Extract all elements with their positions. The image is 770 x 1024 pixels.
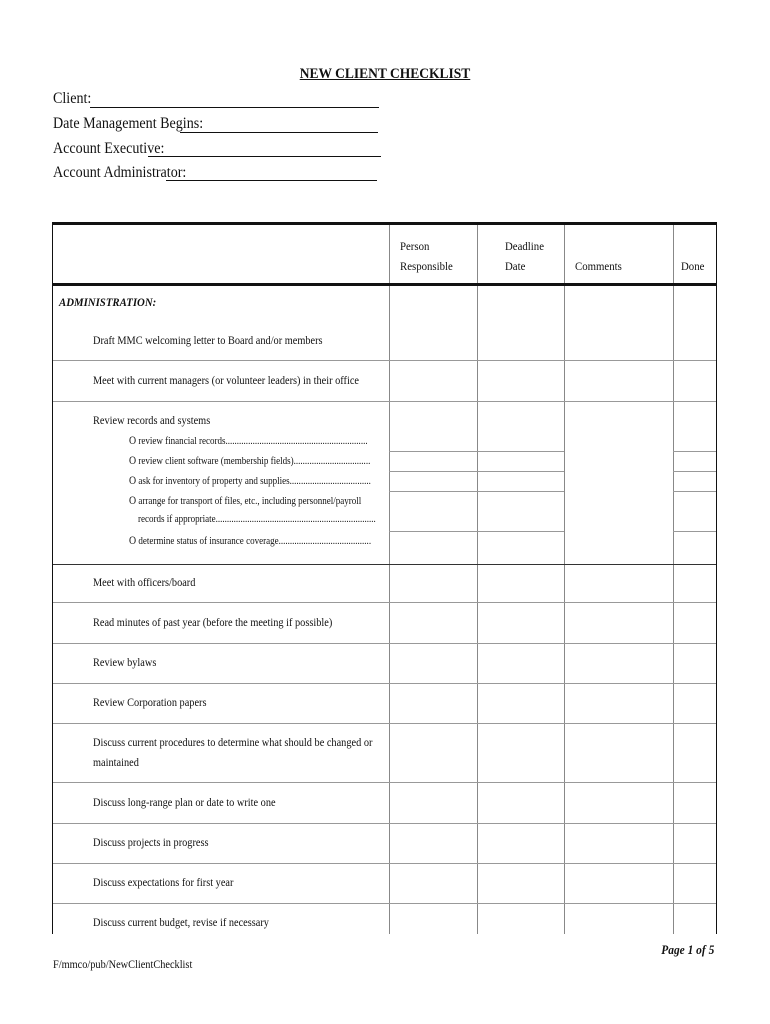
col-divider xyxy=(673,225,674,934)
row-draft-letter: Draft MMC welcoming letter to Board and/or members xyxy=(93,333,323,347)
checklist-table xyxy=(52,222,717,934)
date-management-begins-underline[interactable] xyxy=(180,132,378,133)
row-review-bylaws: Review bylaws xyxy=(93,655,157,669)
bullet-icon: O xyxy=(129,473,137,487)
header-divider xyxy=(53,283,716,286)
file-path: F/mmco/pub/NewClientChecklist xyxy=(53,957,193,971)
section-administration: ADMINISTRATION: xyxy=(59,295,157,309)
bullet-icon: O xyxy=(129,453,137,467)
subitem-transport xyxy=(129,493,361,508)
row-expectations: Discuss expectations for first year xyxy=(93,875,234,889)
bullet-icon: O xyxy=(129,433,137,447)
bullet-icon: O xyxy=(129,493,137,507)
sub-divider xyxy=(389,531,564,532)
subitem-label: ask for inventory of property and supplies.................................... xyxy=(138,475,371,487)
row-divider xyxy=(53,564,716,565)
account-executive-underline[interactable] xyxy=(148,156,381,157)
header-person-2: Responsible xyxy=(400,259,453,273)
row-discuss-procedures: Discuss current procedures to determine what should be changed or xyxy=(93,735,373,749)
account-administrator-underline[interactable] xyxy=(166,180,377,181)
row-long-range-plan: Discuss long-range plan or date to write one xyxy=(93,795,276,809)
row-divider xyxy=(53,863,716,864)
row-projects: Discuss projects in progress xyxy=(93,835,209,849)
sub-divider xyxy=(673,471,716,472)
page-number: Page 1 of 5 xyxy=(660,942,714,957)
subitem-label: review client software (membership fields).................................. xyxy=(138,455,371,467)
sub-divider xyxy=(673,531,716,532)
sub-divider xyxy=(389,451,564,452)
sub-divider xyxy=(389,491,564,492)
date-management-begins-label: Date Management Begins: xyxy=(53,115,204,132)
row-review-records: Review records and systems xyxy=(93,413,211,427)
bullet-icon: O xyxy=(129,533,137,547)
col-divider xyxy=(564,225,565,934)
page-title: NEW CLIENT CHECKLIST xyxy=(299,66,471,82)
row-divider xyxy=(53,782,716,783)
header-done: Done xyxy=(681,259,705,273)
account-executive-label: Account Executive: xyxy=(53,140,165,157)
row-divider xyxy=(53,723,716,724)
header-comments: Comments xyxy=(575,259,622,273)
subitem-financial xyxy=(129,433,368,448)
subitem-inventory xyxy=(129,473,371,488)
row-corporation-papers: Review Corporation papers xyxy=(93,695,207,709)
row-divider xyxy=(53,823,716,824)
client-label: Client: xyxy=(53,90,92,107)
client-underline[interactable] xyxy=(90,107,379,108)
subitem-label: determine status of insurance coverage......................................... xyxy=(138,535,372,547)
subitem-label: arrange for transport of files, etc., including personnel/payroll xyxy=(138,495,362,507)
row-divider xyxy=(53,683,716,684)
row-meet-managers: Meet with current managers (or volunteer leaders) in their office xyxy=(93,373,360,387)
sub-divider xyxy=(673,451,716,452)
sub-divider xyxy=(389,471,564,472)
row-divider xyxy=(53,903,716,904)
row-divider xyxy=(53,643,716,644)
header-person-1: Person xyxy=(400,239,430,253)
subitem-label: review financial records............................................................... xyxy=(138,435,368,447)
subitem-transport-cont: records if appropriate....................................................................... xyxy=(138,513,376,525)
row-divider xyxy=(53,401,716,402)
row-budget: Discuss current budget, revise if necessary xyxy=(93,915,269,929)
col-divider xyxy=(477,225,478,934)
row-divider xyxy=(53,602,716,603)
row-divider xyxy=(53,360,716,361)
col-divider xyxy=(389,225,390,934)
row-read-minutes: Read minutes of past year (before the meeting if possible) xyxy=(93,615,333,629)
header-deadline-1: Deadline xyxy=(505,239,544,253)
subitem-insurance xyxy=(129,533,371,548)
row-discuss-procedures-cont: maintained xyxy=(93,755,139,769)
row-meet-officers: Meet with officers/board xyxy=(93,575,196,589)
sub-divider xyxy=(673,491,716,492)
subitem-software xyxy=(129,453,370,468)
account-administrator-label: Account Administrator: xyxy=(53,164,187,181)
header-deadline-2: Date xyxy=(505,259,526,273)
